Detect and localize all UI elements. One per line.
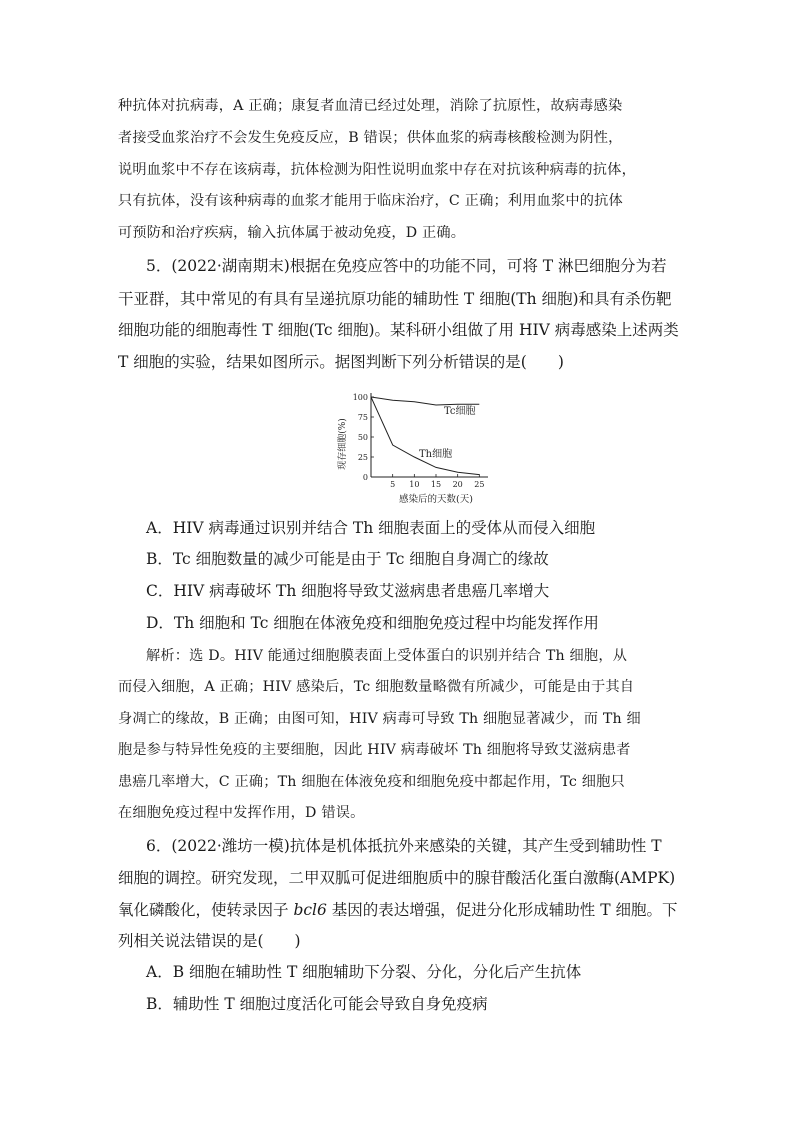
question-stem-line: 细胞的调控。研究发现，二甲双胍可促进细胞质中的腺苷酸活化蛋白激酶(AMPK) — [118, 869, 676, 887]
solution-line: 可预防和治疗疾病，输入抗体属于被动免疫，D 正确。 — [118, 225, 466, 241]
option-a[interactable]: A．B 细胞在辅助性 T 细胞辅助下分裂、分化，分化后产生抗体 — [146, 963, 582, 981]
solution-line: 而侵入细胞，A 正确；HIV 感染后，Tc 细胞数量略微有所减少，可能是由于其自 — [118, 679, 635, 695]
series-label-th: Th细胞 — [419, 449, 453, 460]
y-tick-label: 100 — [352, 393, 368, 402]
tc-cell-series-line — [371, 397, 479, 405]
question-stem-line: 细胞功能的细胞毒性 T 细胞(Tc 细胞)。某科研小组做了用 HIV 病毒感染上述两类 — [118, 321, 679, 339]
option-b[interactable]: B．Tc 细胞数量的减少可能是由于 Tc 细胞自身凋亡的缘故 — [146, 550, 549, 568]
question-stem-line: 5．(2022·湖南期末)根据在免疫应答中的功能不同，可将 T 淋巴细胞分为若 — [146, 257, 667, 275]
solution-line: 在细胞免疫过程中发挥作用，D 错误。 — [118, 805, 365, 821]
question-stem-line: 干亚群，其中常见的有具有呈递抗原功能的辅助性 T 细胞(Th 细胞)和具有杀伤靶 — [118, 290, 672, 308]
solution-line: 者接受血浆治疗不会发生免疫反应，B 错误；供体血浆的病毒核酸检测为阴性， — [118, 130, 623, 146]
option-c[interactable]: C．HIV 病毒破坏 Th 细胞将导致艾滋病患者患癌几率增大 — [146, 582, 550, 600]
question-stem-line: 6．(2022·潍坊一模)抗体是机体抵抗外来感染的关键，其产生受到辅助性 T — [146, 837, 662, 855]
gene-name: bcl6 — [293, 901, 327, 919]
x-tick-label: 10 — [409, 480, 420, 489]
series-label-tc: Tc细胞 — [444, 406, 476, 417]
y-tick-label: 25 — [357, 453, 368, 462]
x-tick-label: 15 — [430, 480, 442, 489]
y-tick-label: 50 — [357, 433, 368, 442]
y-axis-label: 现存细胞(%) — [338, 418, 348, 470]
y-tick-label: 75 — [357, 413, 368, 422]
cell-survival-chart — [328, 388, 498, 508]
option-a[interactable]: A．HIV 病毒通过识别并结合 Th 细胞表面上的受体从而侵入细胞 — [146, 519, 596, 537]
solution-line: 胞是参与特异性免疫的主要细胞，因此 HIV 病毒破坏 Th 细胞将导致艾滋病患者 — [118, 742, 631, 758]
question-stem-line: 列相关说法错误的是( ) — [118, 932, 301, 950]
x-axis-label: 感染后的天数(天) — [399, 494, 473, 505]
x-tick-label: 5 — [390, 480, 396, 489]
solution-line: 解析：选 D。HIV 能通过细胞膜表面上受体蛋白的识别并结合 Th 细胞，从 — [146, 648, 628, 664]
question-stem-line: 氧化磷酸化，使转录因子 bcl6 基因的表达增强，促进分化形成辅助性 T 细胞。下 — [118, 901, 678, 919]
option-b[interactable]: B．辅助性 T 细胞过度活化可能会导致自身免疫病 — [146, 995, 488, 1013]
question-stem-line: T 细胞的实验，结果如图所示。据图判断下列分析错误的是( ) — [118, 353, 564, 371]
option-d[interactable]: D．Th 细胞和 Tc 细胞在体液免疫和细胞免疫过程中均能发挥作用 — [146, 614, 599, 632]
x-tick-label: 20 — [452, 480, 463, 489]
y-tick-label: 0 — [362, 473, 368, 482]
solution-line: 身凋亡的缘故，B 正确；由图可知，HIV 病毒可导致 Th 细胞显著减少，而 Th 细 — [118, 711, 641, 727]
x-tick-label: 25 — [474, 480, 485, 489]
solution-line: 种抗体对抗病毒，A 正确；康复者血清已经过处理，消除了抗原性，故病毒感染 — [118, 98, 623, 114]
solution-line: 说明血浆中不存在该病毒，抗体检测为阳性说明血浆中存在对抗该种病毒的抗体， — [118, 162, 636, 178]
solution-line: 患癌几率增大，C 正确；Th 细胞在体液免疫和细胞免疫中都起作用，Tc 细胞只 — [118, 774, 625, 790]
solution-line: 只有抗体，没有该种病毒的血浆才能用于临床治疗，C 正确；利用血浆中的抗体 — [118, 193, 623, 209]
